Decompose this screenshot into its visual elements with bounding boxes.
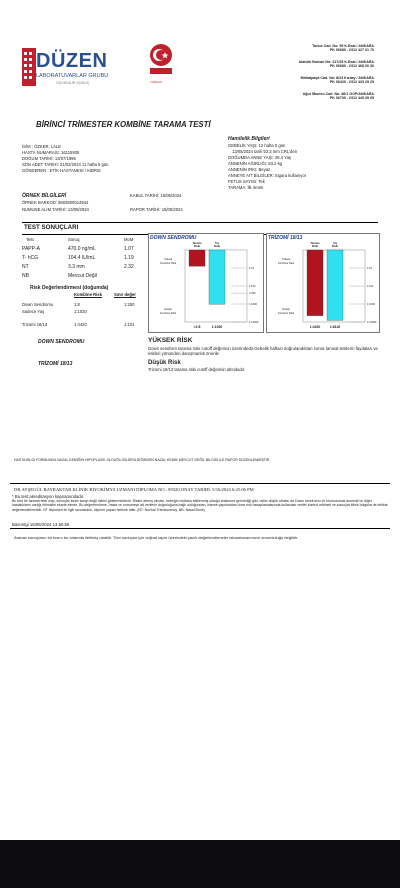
results-column-mom: MoM [124, 237, 134, 242]
tick-label: 1:10000 [367, 321, 377, 324]
signature-divider [10, 483, 390, 484]
risk-column-cutoff: Sınır değer [114, 292, 136, 297]
print-timestamp: Basımtgi 15/05/2024 13.50.56 [12, 522, 70, 527]
turkak-accreditation-logo [148, 43, 174, 77]
dark-bottom-band [0, 840, 400, 888]
results-row-test: NB [22, 273, 29, 279]
risk-row-name: Down Sendromu [22, 302, 54, 307]
sender-institution: GÖNDEREN : ETİK HASTANESİ / KIBRIS [22, 168, 101, 173]
category-label: Riski [311, 245, 319, 249]
category-label: Yaş [332, 242, 338, 245]
pregnancy-info-line: ANNENİN AĞIRLIĞI: 83.2 kg [228, 161, 282, 166]
pregnancy-info-line: ANNEYE AİT BİLGİLER: Sigara kullanıyor [228, 173, 307, 178]
tick-label: 1:10000 [249, 321, 259, 324]
trisomy-explanation: Trizomi 18/13 tarama riski cutoff değerinin altındadır. [148, 367, 246, 372]
bar-value-label: 1:8116 [329, 325, 341, 329]
turkak-label: TÜRKAK [150, 80, 163, 84]
down-syndrome-chart [149, 234, 263, 332]
trisomy-chart-panel [266, 233, 380, 333]
interpretation-label-trisomy: TRİZOMİ 18/13 [38, 361, 73, 367]
category-label: Riski [213, 245, 221, 249]
risk-row-value: 1:4420 [74, 322, 87, 327]
risk-row-cutoff: 1:101 [124, 322, 135, 327]
down-syndrome-verdict: YÜKSEK RİSK [148, 337, 193, 344]
age-risk-bar [327, 250, 343, 320]
bar-value-label: 1:1030 [211, 325, 223, 329]
tick-label: 1:10 [367, 267, 373, 270]
bar-value-label: 1:4420 [309, 325, 321, 329]
trisomy-verdict: Düşük Risk [148, 360, 181, 366]
results-row-value: 470.0 ng/mL [68, 246, 96, 252]
risk-assessment-title: Risk Değerlendirmesi (doğumda) [30, 285, 109, 291]
results-row-test: T- hCG [22, 255, 39, 261]
laboratory-logo-name: DÜZEN [36, 50, 108, 72]
accreditation-note: * Bu test akreditasyon kapsamındadır. [12, 494, 85, 499]
pregnancy-info-line: FETUS SAYISI: Tek [228, 179, 265, 184]
results-row-mom: 1.19 [124, 255, 134, 261]
results-column-test: Test [26, 237, 34, 242]
y-axis-high-label: Yüksek [281, 258, 291, 261]
tick-label: 1:101 [367, 285, 374, 289]
laboratory-logo-tagline: GÜVENİLİR SONUÇ [56, 81, 90, 85]
branch-address-1: Tunus Cad. No: 95 K.Esat / ANKARA PK 06680 - 0312 427 01 70 [312, 44, 374, 53]
report-date: RAPOR TARİHİ: 15/05/2024 [130, 207, 183, 212]
results-row-test: NT [22, 264, 29, 270]
y-axis-low-label: Kombine Risk [277, 312, 295, 315]
y-axis-low-label: Kombine Risk [159, 312, 177, 315]
risk-column-combined: Kombine Risk [74, 292, 102, 297]
branch-address-3: Mithatpaşa Cad. No: 8/23 Kızılay / ANKARA PK 06420 - 0312 433 29 25 [300, 76, 374, 85]
category-label: Riski [193, 245, 201, 249]
y-axis-high-label: Yüksek [163, 258, 173, 261]
branch-address-2: Atatürk Bulvarı No: 227/29 K.Esat / ANKARA PK 06680 - 0312 468 00 30 [298, 60, 374, 69]
results-row-value: 104.4 IU/mL [68, 255, 96, 261]
laboratory-logo-subtitle: LABORATUVARLAR GRUBU [36, 73, 109, 79]
pregnancy-info-line: TARAMA: İlk örnek [228, 185, 264, 190]
category-label: Yaş [214, 242, 220, 245]
down-syndrome-explanation: Down sendrom tarama riski cutoff değerinin üzerindedir.Gebelik haftası doğrulandıktan sonra tanısal testlerin faydaları ve riskleri yönünden danışmanlık önerilir. [148, 346, 378, 357]
trisomy-chart-title: TRİZOMİ 18/13 [268, 235, 303, 241]
last-menstrual-period: SON ADET TARİHİ: 21/02/2024 11 hafta 5 gün [22, 162, 109, 167]
branch-address-4: Uğur Mumcu Cad. No: 86/1 GOP/ANKARA PK 06700 - 0312 445 39 05 [302, 92, 374, 101]
risk-row-value: 1:8 [74, 302, 80, 307]
pregnancy-info-line: GEBELİK YAŞI: 12 hafta 0 gün [228, 143, 286, 148]
tick-label: 1:100 [249, 285, 256, 288]
interpretation-label-down: DOWN SENDROMU [38, 339, 85, 345]
patient-file-number: HASTA NUMARASI: 16115935 [22, 150, 80, 155]
risk-row-cutoff: 1:250 [124, 302, 135, 307]
patient-birth-date: DOĞUM TARİHİ: 13/07/1995 [22, 156, 76, 161]
pregnancy-info-title: Hamilelik Bilgileri [228, 136, 270, 142]
tick-label: 1:10 [249, 267, 255, 270]
physician-signature: DR.AYŞEGÜL BAYRAKTAR KLİNİK BİYOKİMYA UZMANI DİPLOMA NO : 89320 ONAY TARİHİ: 5/16/2024 6:25:06 PM [14, 487, 254, 492]
results-row-value: Mevcut Değil [68, 273, 97, 279]
report-title: BİRİNCİ TRİMESTER KOMBİNE TARAMA TESTİ [36, 120, 211, 129]
results-row-mom: 2.32 [124, 264, 134, 270]
category-label: Tarama [310, 242, 320, 245]
y-axis-high-label: Kombine Risk [277, 262, 295, 265]
trisomy-chart [267, 234, 379, 332]
down-syndrome-chart-panel [148, 233, 264, 333]
risk-row-value: 1:1030 [74, 309, 87, 314]
results-row-value: 3.3 mm [68, 264, 85, 270]
sample-info-title: ÖRNEK BİLGİLERİ [22, 193, 67, 199]
pregnancy-info-line: DOĞUMDA ANNE YAŞI: 29.4 Yaş [228, 155, 291, 160]
electronic-report-note: Aranan sonuçların bir kısmı bu ortamda iletilmiş olabilir. Tüm sonuçlar için orijinal rapor üzerindeki yazılı değerlendirmeler laboratuvarımızın sorumluluğu değildir. [14, 535, 299, 540]
tick-label: 1:250 [249, 292, 256, 296]
sample-accept-date: KABUL TARİHİ: 15/05/2024 [130, 193, 182, 198]
pregnancy-info-line: ANNENİN IRKI: Beyaz [228, 167, 271, 172]
test-results-title: TEST SONUÇLARI [24, 224, 79, 231]
sample-barcode: ÖRNEK BARKOD: 6803600014944 [22, 200, 89, 205]
bar-value-label: >1:8 [193, 325, 201, 329]
pregnancy-info-line: 13/05/2024 tarih 53.3 mm CRL'den [232, 149, 298, 154]
results-row-test: PAPP-A [22, 246, 40, 252]
y-axis-low-label: Düşük [282, 308, 290, 311]
down-syndrome-chart-title: DOWN SENDROMU [150, 235, 197, 241]
screening-risk-bar [189, 250, 205, 266]
risk-row-name: Trizomi 18/13 [22, 322, 48, 327]
category-label: Riski [331, 245, 339, 249]
screening-risk-bar [307, 250, 323, 316]
tick-label: 1:1000 [367, 303, 375, 306]
patient-name: İSİM : ÖZKER, LALE [22, 144, 62, 149]
results-row-mom: 1.07 [124, 246, 134, 252]
risk-row-name: Sadece Yaş [22, 309, 45, 314]
screening-disclaimer: Bu test bir tarama testi olup, sonuçlar kesin tanıyı değil riskini göstermektedir. Riskin artmış olması, bebeğin mutlaka etkilenmiş olduğu anlamına gelmediği gibi, riskin düşük olması da Down sendromu ve kromozomal anomali ve diğer hastalıkların varlığı ihtimalini ekarte etmez. Bu değerlendirme, hasta ve numuneye ait verilerin doğruluğuna bağlı olduğundan, isteme yapılmadan önce risk hesaplamalarında kullanılan veriler kontrol edilmeli ve sonuçlar klinik bulgular ile birlikte değerlendirilmelidir. NT ölçümleri ile ilgili sorumluluk, ölçümü yapan hekime aittir. (NT: Nuchal Translucency, NB: Nasal Bone) [12, 499, 388, 512]
y-axis-low-label: Düşük [164, 308, 172, 311]
tick-label: 1:1000 [249, 303, 257, 306]
sample-collection-date: NUMUNE ALIM TARİHİ: 13/05/2024 [22, 207, 89, 212]
footer-divider [10, 528, 390, 529]
nasal-bone-note: HASTA BİLGİ FORMUNDA NAZAL KEMİĞİN HİPOPLAZİK OLDUĞU BİLDİRİLDİĞİNDEN NAZAL KEMİK MEVCUT DEĞİL BİLGİSİ İLE RAPOR DÜZENLENMİŞTİR. [14, 458, 271, 462]
y-axis-high-label: Kombine Risk [159, 262, 177, 265]
age-risk-bar [209, 250, 225, 304]
results-column-result: Sonuç [68, 237, 80, 242]
category-label: Tarama [192, 242, 202, 245]
